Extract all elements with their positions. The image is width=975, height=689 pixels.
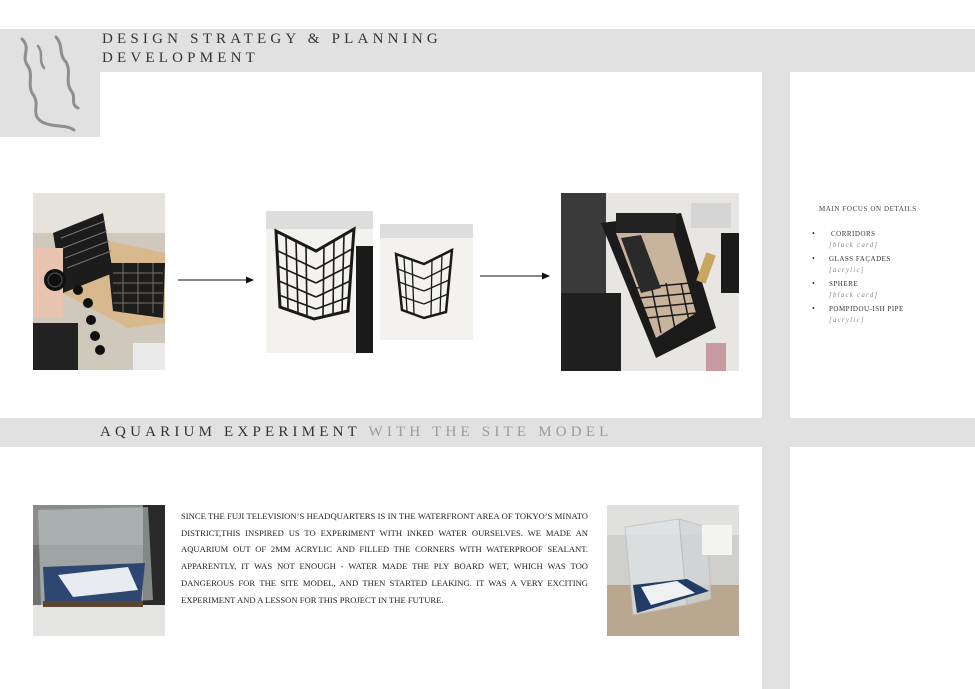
list-item (812, 254, 904, 276)
bullet-icon: • (812, 304, 815, 313)
focus-item-material: [black card] (829, 291, 879, 299)
right-arrow-icon (178, 275, 254, 285)
list-item (812, 229, 904, 251)
title-line-2: DEVELOPMENT (102, 50, 260, 66)
focus-item-material: [black card] (829, 241, 879, 249)
focus-title: MAIN FOCUS ON DETAILS (819, 205, 917, 213)
list-item (812, 279, 904, 301)
right-arrow-icon (480, 271, 550, 281)
aquarium-photo-1 (33, 505, 165, 636)
bullet-icon: • (812, 279, 815, 288)
focus-item-label: SPHERE (829, 280, 859, 288)
title-line-1: DESIGN STRATEGY & PLANNING (102, 31, 442, 47)
section-heading-dark: AQUARIUM EXPERIMENT (100, 424, 361, 440)
body-paragraph: SINCE THE FUJI TELEVISION’S HEADQUARTERS IS IN THE WATERFRONT AREA OF TOKYO’S MINATO DISTRICT,THIS INSPIRED US TO EXPERIMENT WITH INKED WATER OURSELVES. WE MADE AN AQUARIUM OUT OF 2MM ACRYLIC AND FILLED THE CORNERS WITH WATERPROOF SEALANT. APPARENTLY, IT WAS NOT ENOUGH - WATER MADE THE PLY BOARD WET, WHICH WAS TOO DANGEROUS FOR THE SITE MODEL, AND THEN STARTED LEAKING. IT WAS A VERY EXCITING EXPERIMENT AND A LESSON FOR THIS PROJECT IN THE FUTURE. (181, 511, 588, 605)
section-heading (100, 424, 613, 441)
focus-item-material: [acrylic] (829, 316, 865, 324)
aquarium-photo-2 (607, 505, 739, 636)
bullet-icon: • (812, 229, 815, 238)
assembled-model-photo (561, 193, 739, 371)
page-title (102, 30, 442, 68)
bullet-icon: • (812, 254, 815, 263)
focus-item-label: POMPIDOU-ISH PIPE (829, 305, 904, 313)
list-item (812, 304, 904, 326)
facade-model-photo-2 (380, 224, 473, 340)
river-outline-icon (14, 34, 84, 132)
model-photo-1 (33, 193, 165, 370)
facade-model-photo-1 (266, 211, 373, 353)
focus-list (812, 229, 904, 329)
vertical-divider (762, 29, 790, 689)
focus-item-material: [acrylic] (829, 266, 865, 274)
section-heading-light: WITH THE SITE MODEL (368, 424, 613, 440)
focus-item-label: CORRIDORS (831, 230, 876, 238)
focus-item-label: GLASS FAÇADES (829, 255, 891, 263)
